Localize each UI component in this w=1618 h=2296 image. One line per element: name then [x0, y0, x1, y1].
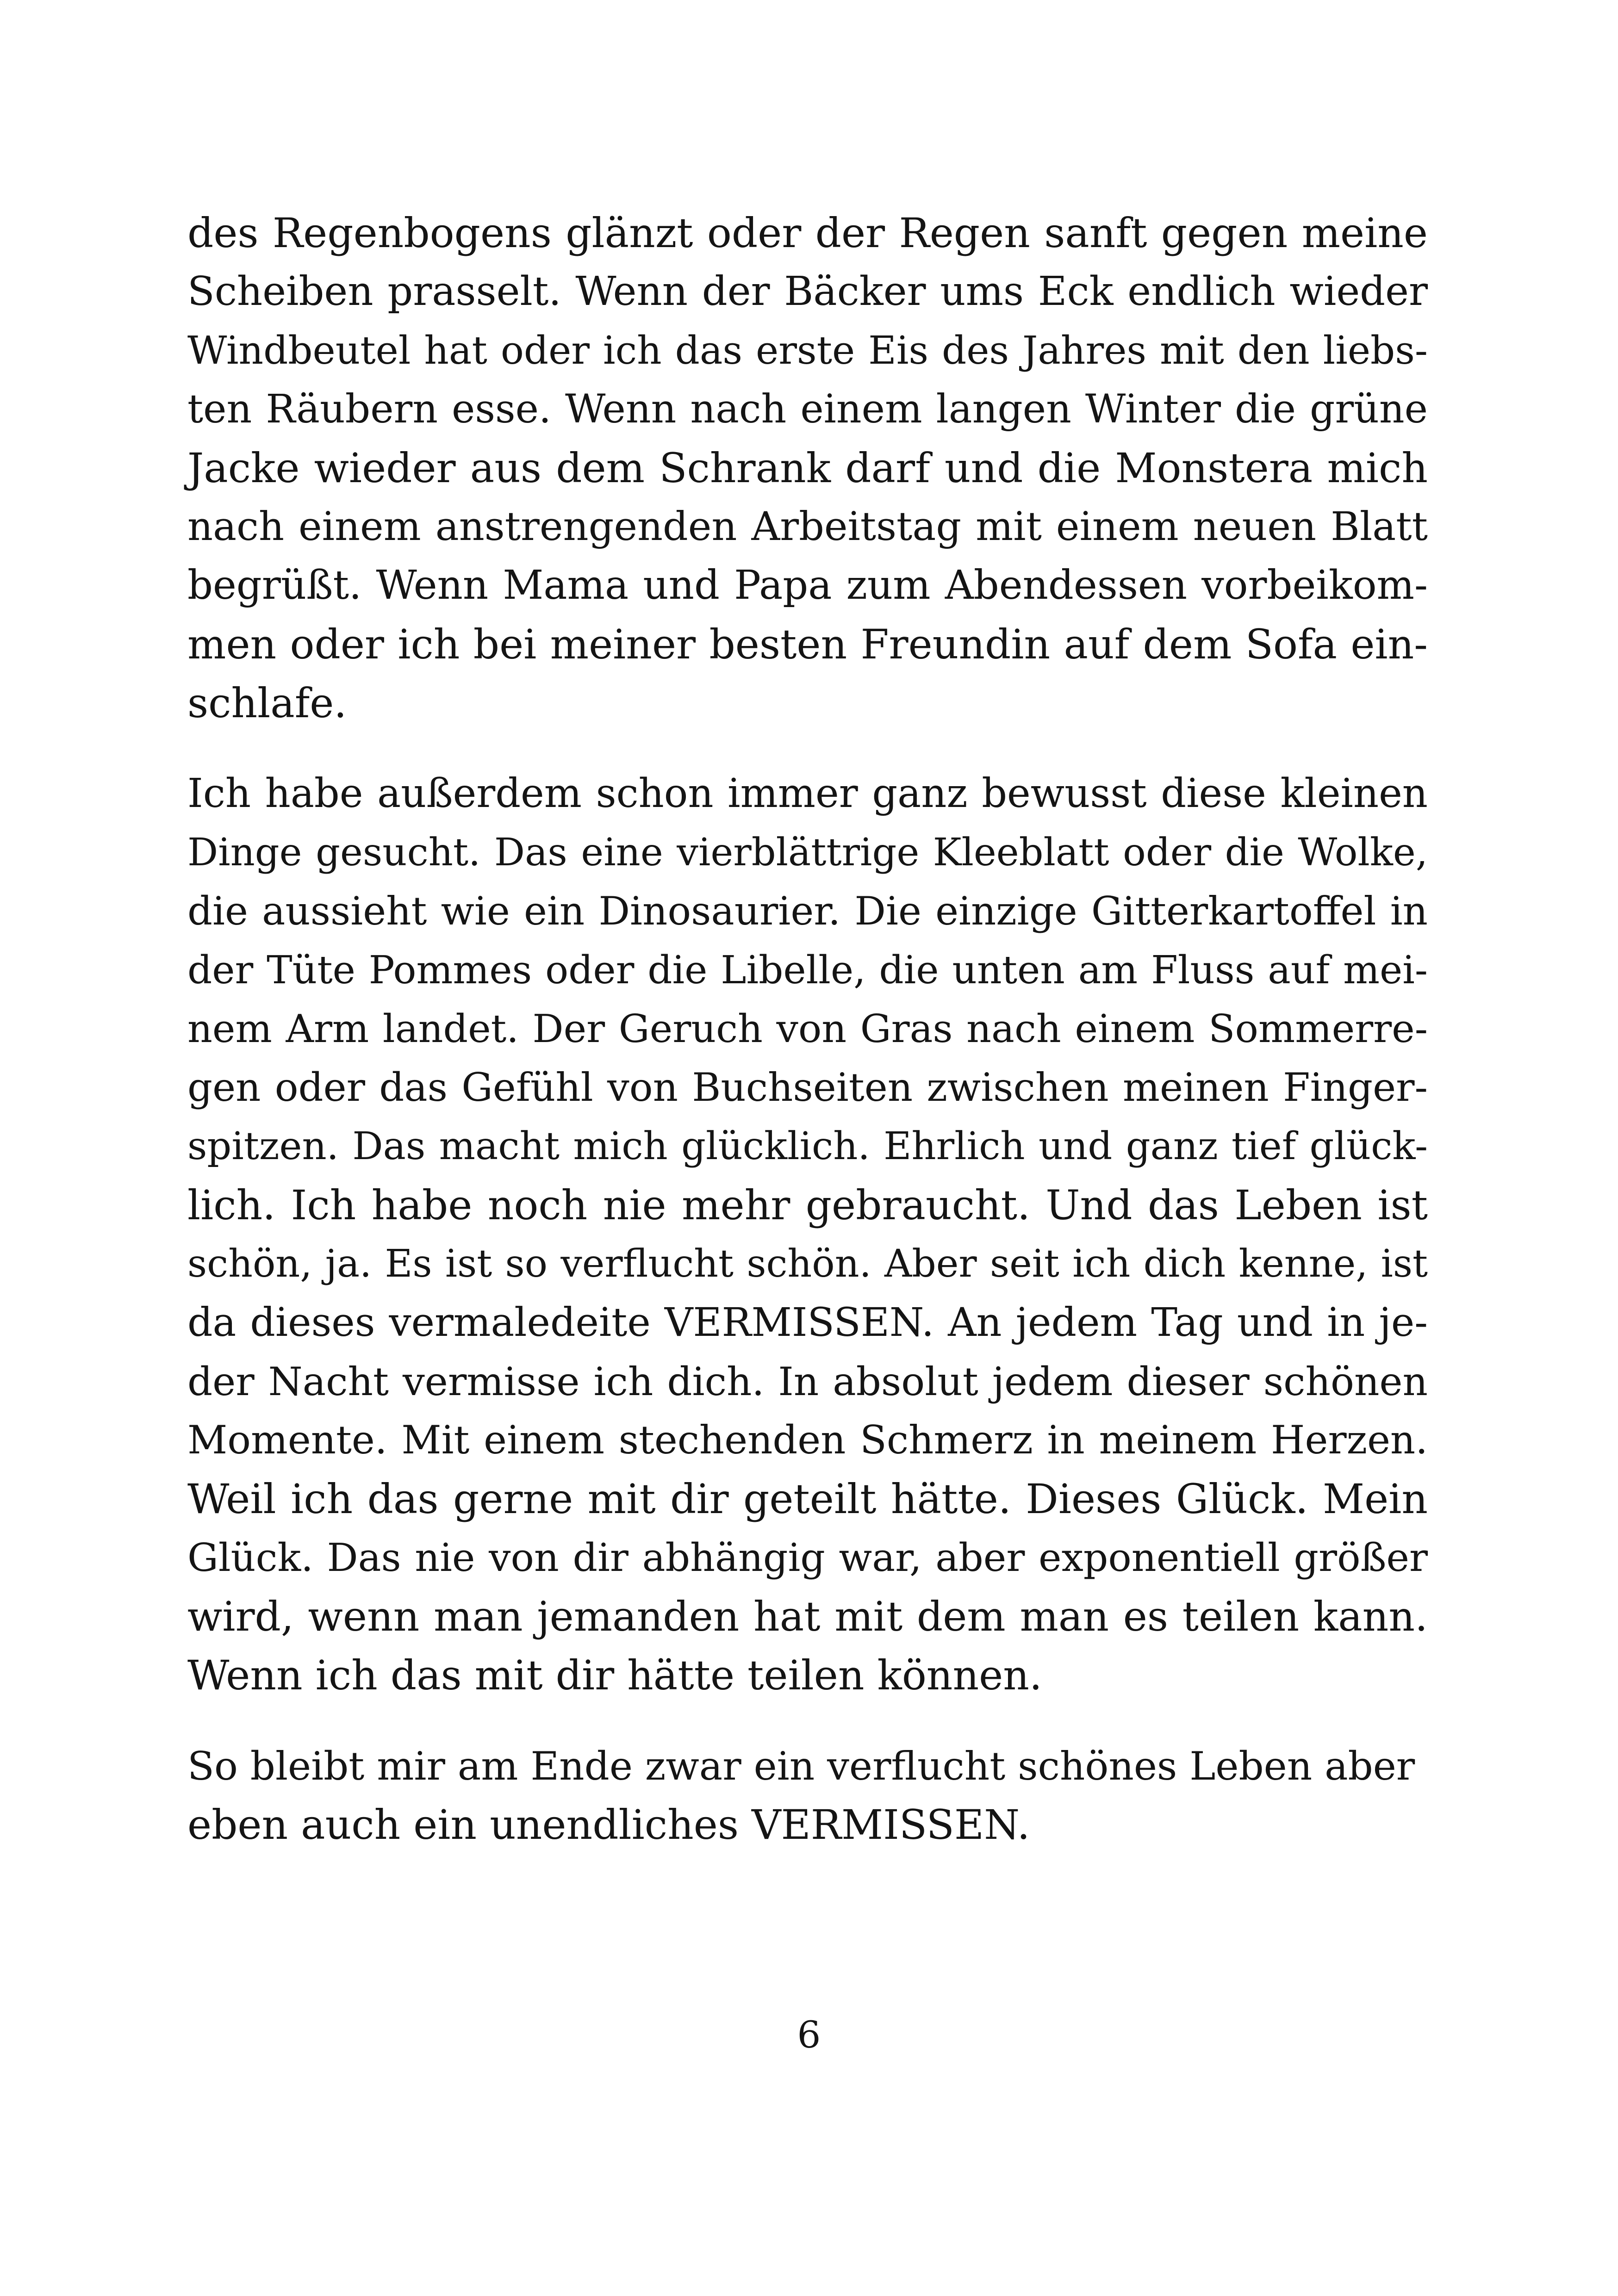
text-line: begrüßt. Wenn Mama und Papa zum Abendessen vorbeikom-	[187, 562, 1428, 608]
text-line: Wenn ich das mit dir hätte teilen können.	[187, 1651, 1042, 1699]
text-line: die aussieht wie ein Dinosaurier. Die einzige Gitterkartoffel in	[187, 888, 1428, 934]
text-line: schlafe.	[187, 679, 347, 727]
text-line: Glück. Das nie von dir abhängig war, aber exponentiell größer	[187, 1535, 1428, 1580]
text-line: gen oder das Gefühl von Buchseiten zwischen meinen Finger-	[187, 1065, 1428, 1110]
text-line: spitzen. Das macht mich glücklich. Ehrlich und ganz tief glück-	[187, 1124, 1428, 1168]
text-line: des Regenbogens glänzt oder der Regen sanft gegen meine	[187, 209, 1428, 257]
text-line: Momente. Mit einem stechenden Schmerz in meinem Herzen.	[187, 1417, 1428, 1463]
body-text	[187, 204, 1428, 1854]
page-number: 6	[797, 2013, 821, 2056]
text-line: Scheiben prasselt. Wenn der Bäcker ums Eck endlich wieder	[187, 268, 1428, 315]
paragraph-spacer	[187, 732, 1428, 764]
text-line: men oder ich bei meiner besten Freundin auf dem Sofa ein-	[187, 621, 1428, 668]
paragraph	[187, 204, 1428, 732]
text-line: eben auch ein unendliches VERMISSEN.	[187, 1801, 1030, 1849]
text-line: Jacke wieder aus dem Schrank darf und die Monstera mich	[187, 444, 1428, 492]
text-line: wird, wenn man jemanden hat mit dem man es teilen kann.	[187, 1593, 1428, 1640]
text-line: der Tüte Pommes oder die Libelle, die unten am Fluss auf mei-	[187, 948, 1428, 993]
text-line: Dinge gesucht. Das eine vierblättrige Kleeblatt oder die Wolke,	[187, 830, 1428, 875]
text-line: So bleibt mir am Ende zwar ein verflucht schönes Leben aber	[187, 1743, 1415, 1789]
text-line: Windbeutel hat oder ich das erste Eis des Jahres mit den liebs-	[187, 328, 1428, 373]
text-line: da dieses vermaledeite VERMISSEN. An jedem Tag und in je-	[187, 1300, 1428, 1346]
text-line: nach einem anstrengenden Arbeitstag mit einem neuen Blatt	[187, 504, 1428, 550]
paragraph	[187, 1737, 1428, 1854]
text-line: lich. Ich habe noch nie mehr gebraucht. Und das Leben ist	[187, 1181, 1428, 1229]
text-line: Ich habe außerdem schon immer ganz bewusst diese kleinen	[187, 770, 1428, 817]
text-line: schön, ja. Es ist so verflucht schön. Aber seit ich dich kenne, ist	[187, 1242, 1428, 1286]
text-line: ten Räubern esse. Wenn nach einem langen Winter die grüne	[187, 386, 1428, 432]
text-line: Weil ich das gerne mit dir geteilt hätte. Dieses Glück. Mein	[187, 1475, 1428, 1523]
text-line: nem Arm landet. Der Geruch von Gras nach einem Sommerre-	[187, 1006, 1428, 1051]
text-line: der Nacht vermisse ich dich. In absolut jedem dieser schönen	[187, 1359, 1428, 1404]
paragraph	[187, 764, 1428, 1705]
paragraph-spacer	[187, 1705, 1428, 1737]
